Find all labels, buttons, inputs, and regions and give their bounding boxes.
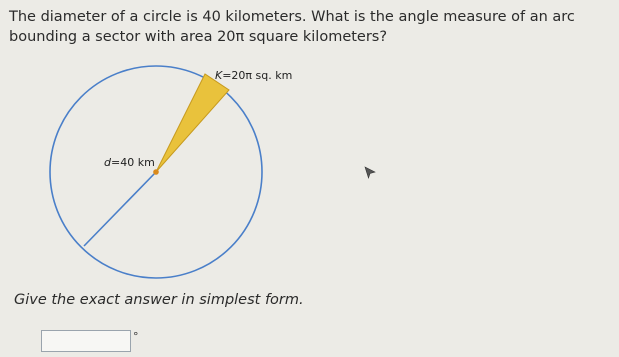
degree-symbol: ° <box>133 330 139 343</box>
sector-shape <box>156 74 229 172</box>
answer-input[interactable] <box>41 330 131 352</box>
area-label: K=20π sq. km <box>215 69 293 82</box>
mouse-pointer-icon <box>364 166 376 180</box>
diameter-label: d=40 km <box>104 156 155 169</box>
instruction-text: Give the exact answer in simplest form. <box>14 292 304 308</box>
center-point <box>153 169 159 175</box>
answer-row <box>41 330 139 352</box>
diameter-radius-line <box>84 172 156 246</box>
question-text: The diameter of a circle is 40 kilometers. What is the angle measure of an arc bounding a sector with area 20π square kilometers? <box>9 9 575 45</box>
